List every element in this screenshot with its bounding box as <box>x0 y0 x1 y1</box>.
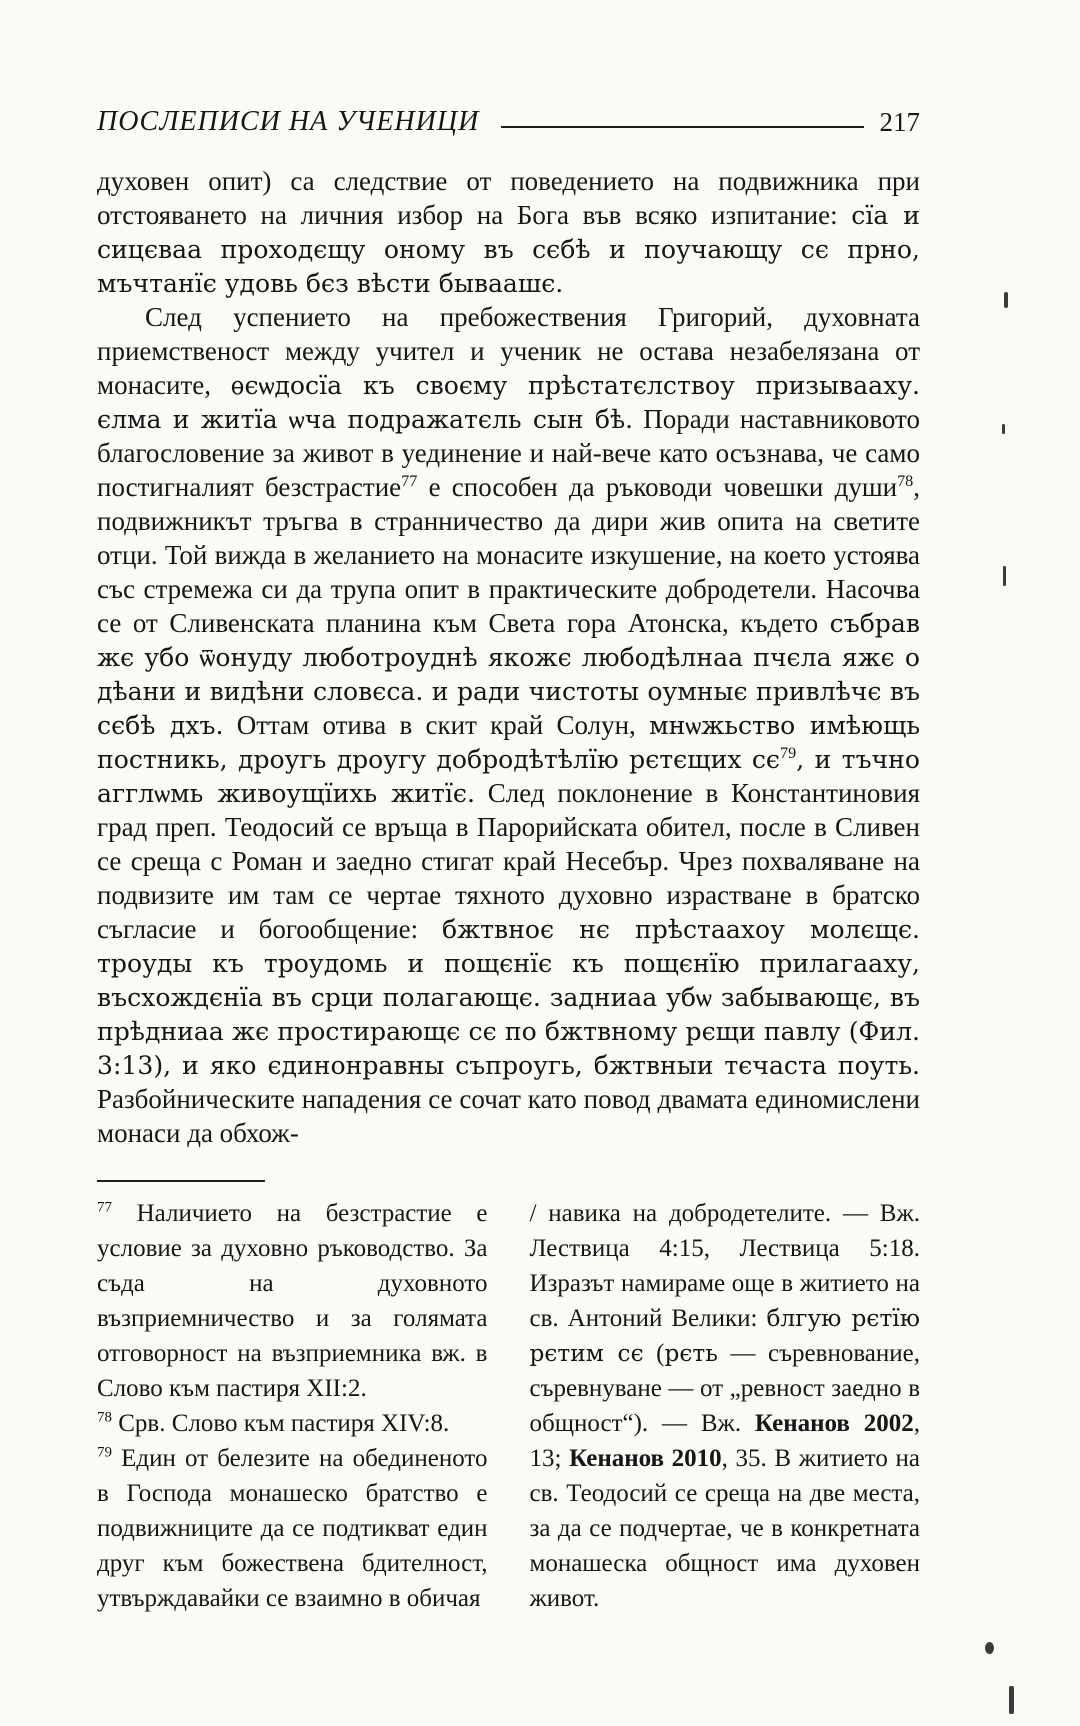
text-segment: / навика на добродетелите. — Вж. Лествица 4:15, Лествица 5:18. Изразът намираме още в житието на св. Антоний Велики: <box>529 1200 920 1332</box>
running-title: ПОСЛЕПИСИ НА УЧЕНИЦИ <box>97 106 480 137</box>
text-segment: , 35. В житието на св. Теодосий се среща на две места, за да се подчертае, че в конкретната монашеска общност има духовен живот. <box>529 1445 920 1612</box>
footnote-reference: 78 <box>97 1409 112 1426</box>
running-header <box>97 98 920 138</box>
paragraph <box>97 300 920 1150</box>
footnote-reference: 79 <box>97 1444 112 1461</box>
text-segment: рєть <box>664 1340 718 1367</box>
paragraph <box>97 164 920 300</box>
footnotes <box>97 1180 920 1616</box>
footnote-reference: 77 <box>401 472 418 490</box>
text-segment: Оттам отива в скит край Солун, <box>223 710 650 740</box>
text-segment: Разбойническите нападения се сочат като повод двамата единомислени монаси да обхож- <box>97 1084 920 1148</box>
header-rule <box>501 126 863 128</box>
text-segment: е способен да ръководи човешки души <box>417 472 898 502</box>
scan-artifact <box>1009 1686 1014 1714</box>
footnote-column-right <box>530 1196 921 1616</box>
body-text <box>97 164 920 1150</box>
text-segment: След успението на пребожествения Григорий, духовната приемственост между учител и ученик не остава незабелязана от монасите, <box>97 302 920 400</box>
footnote-reference: 79 <box>780 744 797 762</box>
text-segment: събрав жє убо ѿонуду люботроуднѣ якожє любодѣлнаа пчєла яжє о дѣани и видѣни словєса. и ради чистоты оумныє привлѣчє въ сєбѣ дхъ. <box>97 609 920 740</box>
text-segment: , 13; <box>529 1410 920 1472</box>
scan-artifact <box>1002 424 1005 434</box>
footnote-columns <box>97 1196 920 1616</box>
footnote-reference: 77 <box>97 1199 112 1216</box>
footnote-separator <box>97 1180 265 1182</box>
text-segment: След поклонение в Константиновия град преп. Теодосий се връща в Парорийската обител, после в Сливен се среща с Роман и заедно стигат край Несебър. Чрез похваляване на подвизите им там се чертае тяхното духовно израстване в братско съгласие и богообщение: <box>97 778 920 944</box>
text-segment: Кенанов 2002 <box>754 1410 914 1437</box>
footnote-column-left <box>97 1196 488 1616</box>
text-segment: ѳєѡдосїа къ своєму прѣстатєлствоу призывааху. єлма и житїа ѡча подражатєль сын бѣ. <box>97 371 920 434</box>
scan-artifact <box>1003 566 1006 586</box>
scan-artifact <box>985 1642 994 1654</box>
text-segment: Срв. Слово към пастиря XIV:8. <box>112 1410 450 1437</box>
footnote-continuation <box>530 1196 921 1616</box>
footnote-reference: 78 <box>897 472 914 490</box>
text-segment: Наличието на безстрастие е условие за духовно ръководство. За съда на духовното възприемничество и за голямата отговорност на възприемника вж. в Слово към пастиря XII:2. <box>97 1200 488 1402</box>
footnote <box>97 1406 488 1441</box>
text-segment: Кенанов 2010 <box>569 1445 722 1472</box>
scan-artifact <box>1004 292 1008 308</box>
text-segment: , и тъчно агглѡмь живоущїихь житїє. <box>97 745 921 808</box>
page-number: 217 <box>879 107 920 137</box>
text-segment: сїа и сицєваа проходєщу оному въ сєбѣ и поучающу сє прно, мъчтанїє удовь бєз вѣсти бываашє. <box>97 201 920 298</box>
text-segment: блгую рєтїю рєтим сє <box>529 1305 920 1367</box>
text-segment: духовен опит) са следствие от поведението на подвижника при отстояването на личния избор на Бога във всяко изпитание: <box>97 166 920 230</box>
text-segment: бжтвноє нє прѣстаахоу молєщє. троуды къ троудомь и пощєнїє къ пощєнїю прилагааху, въсхождєнїа въ срци полагающє. задниаа убѡ забывающє, въ прѣдниаа жє простирающє сє по бжтвному рєщи павлу (Фил. 3:13), и яко єдинонравны съпроугь, бжтвныи тєчаста поуть. <box>97 915 920 1080</box>
text-segment: Поради наставниковото благословение за живот в уединение и най-вече като осъзнава, че само постигналият безстрастие <box>97 404 920 502</box>
text-segment: ( <box>643 1340 665 1367</box>
text-segment: , подвижникът тръгва в странничество да дири жив опита на светите отци. Той вижда в желанието на монасите изкушение, на което устоява със стремежа си да трупа опит в практическите добродетели. Насочва се от Сливенската планина към Света гора Атонска, където <box>97 472 920 638</box>
footnote <box>97 1441 488 1616</box>
text-segment: — съревнование, съревнуване — от „ревност заедно в общност“). — Вж. <box>529 1340 921 1437</box>
text-segment: мнѡжьство имѣющь постникь, дроугь дроугу добродѣтѣлїю рєтєщих сє <box>97 711 920 774</box>
footnote <box>97 1196 488 1406</box>
text-segment: Един от белезите на обединеното в Господа монашеско братство е подвижниците да се подтикват един друг към божествена бдителност, утвърждавайки се взаимно в обичая <box>97 1445 488 1612</box>
